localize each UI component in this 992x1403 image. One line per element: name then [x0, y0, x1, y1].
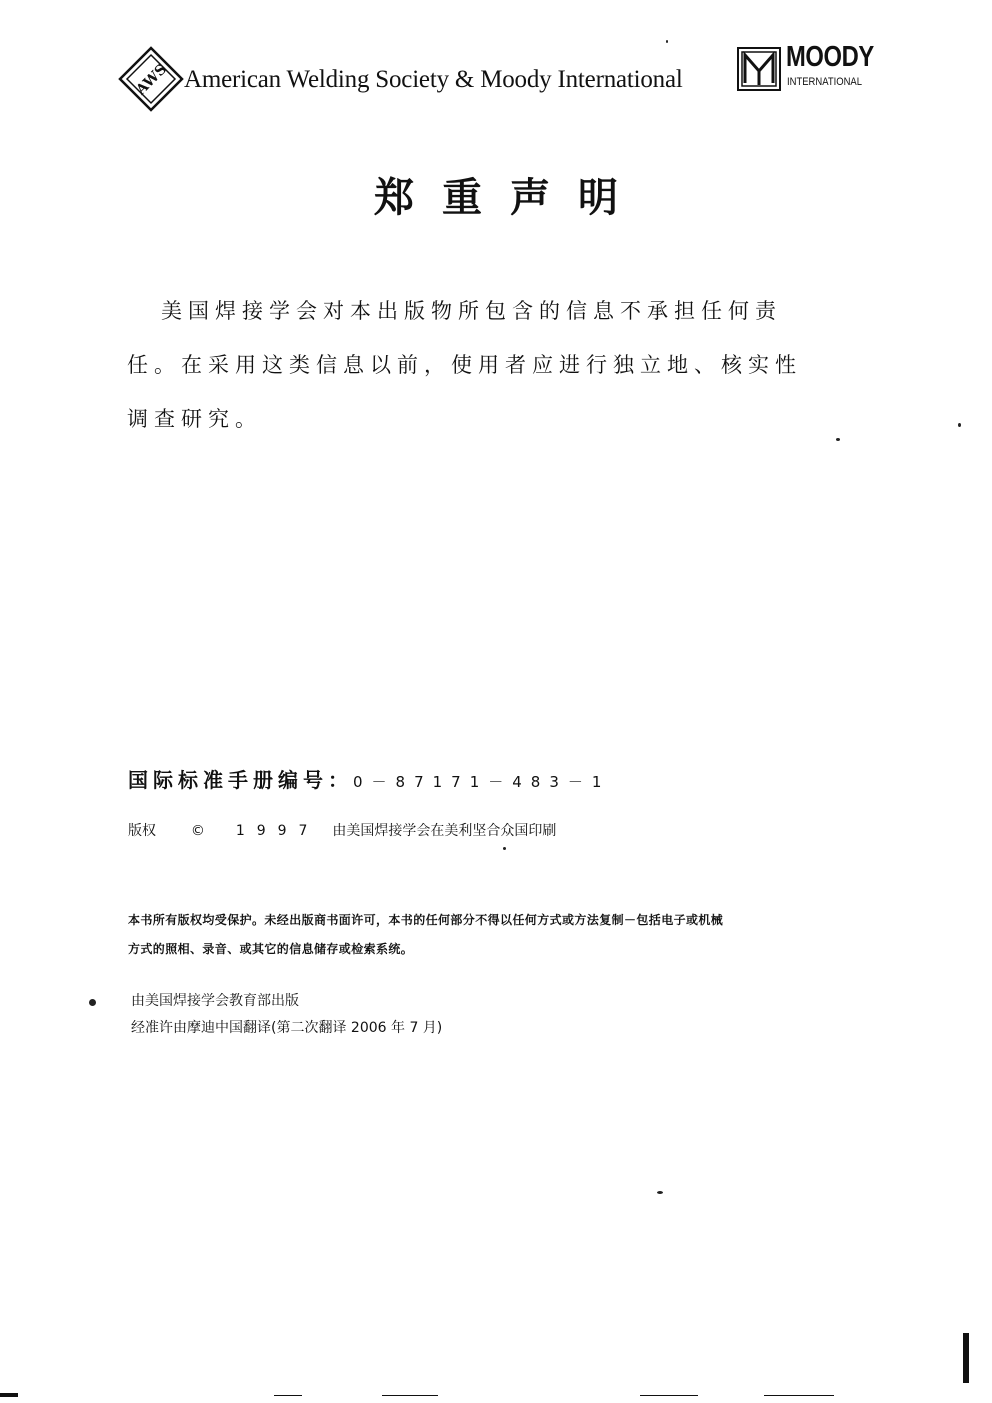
header-title: American Welding Society & Moody International	[184, 66, 683, 93]
scan-speck	[666, 40, 668, 43]
page-title: 郑重声明	[374, 175, 646, 221]
moody-name: MOODY	[786, 41, 874, 73]
disclaimer-line: 任。在采用这类信息以前，使用者应进行独立地、核实性	[127, 353, 802, 377]
moody-logo-mark	[737, 47, 781, 91]
moody-subtitle: INTERNATIONAL	[787, 76, 862, 88]
scan-edge-mark	[274, 1395, 302, 1396]
copyright-year: 1997	[235, 823, 320, 839]
rights-line: 方式的照相、录音、或其它的信息储存或检索系统。	[128, 942, 414, 956]
rights-line: 本书所有版权均受保护。未经出版商书面许可，本书的任何部分不得以任何方式或方法复制－包括电子或机械	[128, 913, 724, 927]
publisher-line: 经准许由摩迪中国翻译(第二次翻译 2006 年 7 月)	[131, 1020, 443, 1036]
copyright-symbol: ©	[190, 823, 205, 839]
scan-edge-mark	[0, 1393, 18, 1397]
copyright-label: 版权	[128, 823, 156, 839]
copyright-text: 由美国焊接学会在美利坚合众国印刷	[332, 823, 557, 839]
isbn-value: 0－87171－483－1	[353, 773, 611, 791]
disclaimer-line: 调查研究。	[127, 407, 262, 431]
scan-speck	[657, 1191, 663, 1194]
scan-speck	[503, 847, 506, 850]
isbn-line	[128, 764, 610, 793]
aws-logo	[118, 46, 184, 112]
scan-speck	[89, 999, 96, 1006]
publisher-line: 由美国焊接学会教育部出版	[131, 993, 299, 1009]
scan-speck	[958, 423, 961, 427]
copyright-line	[128, 820, 556, 840]
scan-edge-mark	[963, 1333, 969, 1383]
scan-edge-mark	[764, 1395, 834, 1396]
scan-edge-mark	[382, 1395, 438, 1396]
isbn-label: 国际标准手册编号：	[128, 768, 353, 792]
disclaimer-line: 美国焊接学会对本出版物所包含的信息不承担任何责	[161, 299, 782, 323]
scan-edge-mark	[640, 1395, 698, 1396]
scan-speck	[836, 438, 840, 441]
aws-logo-text: AWS	[133, 61, 171, 99]
